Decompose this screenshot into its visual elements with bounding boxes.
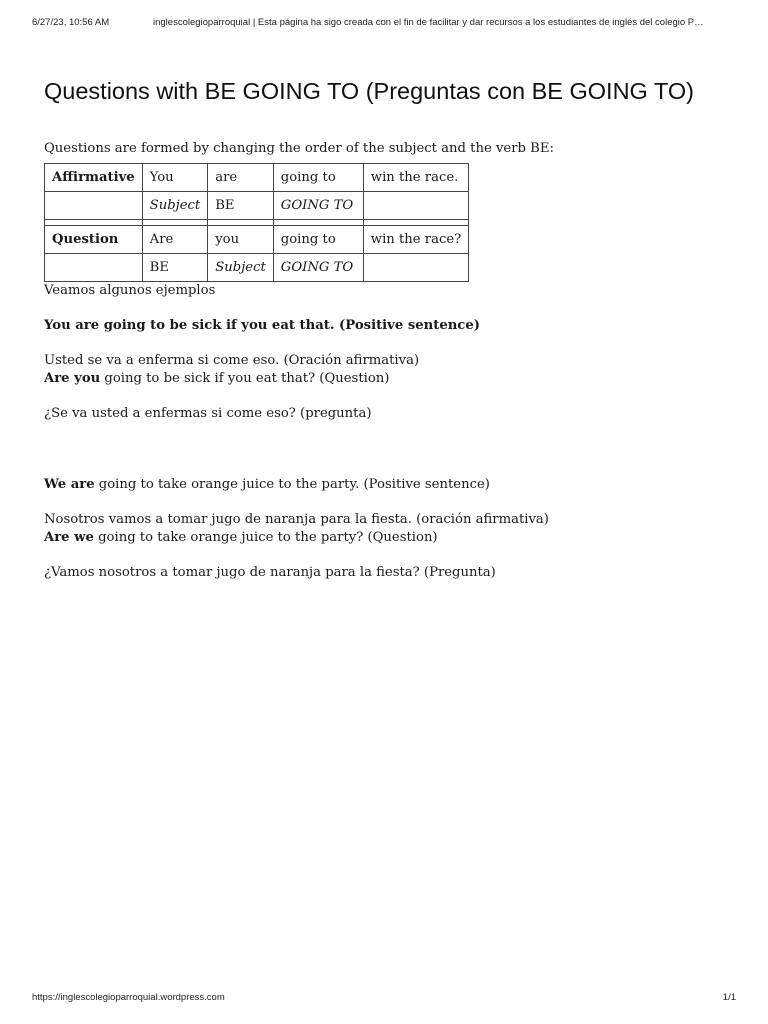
table-row-question-labels <box>45 254 469 282</box>
table-cell: Are <box>142 226 208 254</box>
table-cell: win the race? <box>363 226 468 254</box>
table-cell: GOING TO <box>273 254 363 282</box>
table-cell: win the race. <box>363 164 468 192</box>
example1-positive: You are going to be sick if you eat that. (Positive sentence) <box>44 318 480 333</box>
table-cell: Question <box>45 226 143 254</box>
table-row-affirmative <box>45 164 469 192</box>
page-title: Questions with BE GOING TO (Preguntas con BE GOING TO) <box>44 78 694 104</box>
table-cell: going to <box>273 164 363 192</box>
example1-positive-es: Usted se va a enferma si come eso. (Oración afirmativa) <box>44 353 420 368</box>
table-cell: BE <box>208 192 274 220</box>
print-page-title: inglescolegioparroquial | Esta página ha sigo creada con el fin de facilitar y dar recursos a los estudiantes de inglés del colegio P… <box>153 17 704 28</box>
table-cell: BE <box>142 254 208 282</box>
example1-question <box>44 370 734 388</box>
table-row-question <box>45 226 469 254</box>
table-cell <box>363 192 468 220</box>
table-cell: Subject <box>142 192 208 220</box>
table-cell: GOING TO <box>273 192 363 220</box>
example2-question-bold: Are we <box>44 530 94 545</box>
example2-positive-bold: We are <box>44 477 95 492</box>
example2-positive-es: Nosotros vamos a tomar jugo de naranja para la fiesta. (oración afirmativa) <box>44 512 549 527</box>
example1-question-bold: Are you <box>44 371 101 386</box>
table-row-affirmative-labels <box>45 192 469 220</box>
example2-positive-rest: going to take orange juice to the party. (Positive sentence) <box>94 477 490 492</box>
example2-question <box>44 529 734 547</box>
examples-intro: Veamos algunos ejemplos <box>44 283 216 298</box>
table-cell: Affirmative <box>45 164 143 192</box>
example1-question-rest: going to be sick if you eat that? (Question) <box>100 371 390 386</box>
intro-text: Questions are formed by changing the order of the subject and the verb BE: <box>44 141 554 156</box>
table-cell <box>363 254 468 282</box>
print-header <box>32 17 736 31</box>
table-cell <box>45 254 143 282</box>
example2-question-rest: going to take orange juice to the party? (Question) <box>93 530 438 545</box>
print-datetime: 6/27/23, 10:56 AM <box>32 17 110 28</box>
table-cell: Subject <box>208 254 274 282</box>
table-cell: going to <box>273 226 363 254</box>
example2-question-es: ¿Vamos nosotros a tomar jugo de naranja para la fiesta? (Pregunta) <box>44 565 496 580</box>
print-footer <box>32 992 736 1006</box>
example2-positive <box>44 476 734 494</box>
grammar-table <box>44 163 469 282</box>
table-cell <box>45 192 143 220</box>
print-url: https://inglescolegioparroquial.wordpress.com <box>32 992 225 1003</box>
print-page-number: 1/1 <box>722 992 736 1003</box>
table-cell: you <box>208 226 274 254</box>
table-cell: You <box>142 164 208 192</box>
example1-question-es: ¿Se va usted a enfermas si come eso? (pregunta) <box>44 406 372 421</box>
article-body <box>44 140 734 582</box>
table-cell: are <box>208 164 274 192</box>
